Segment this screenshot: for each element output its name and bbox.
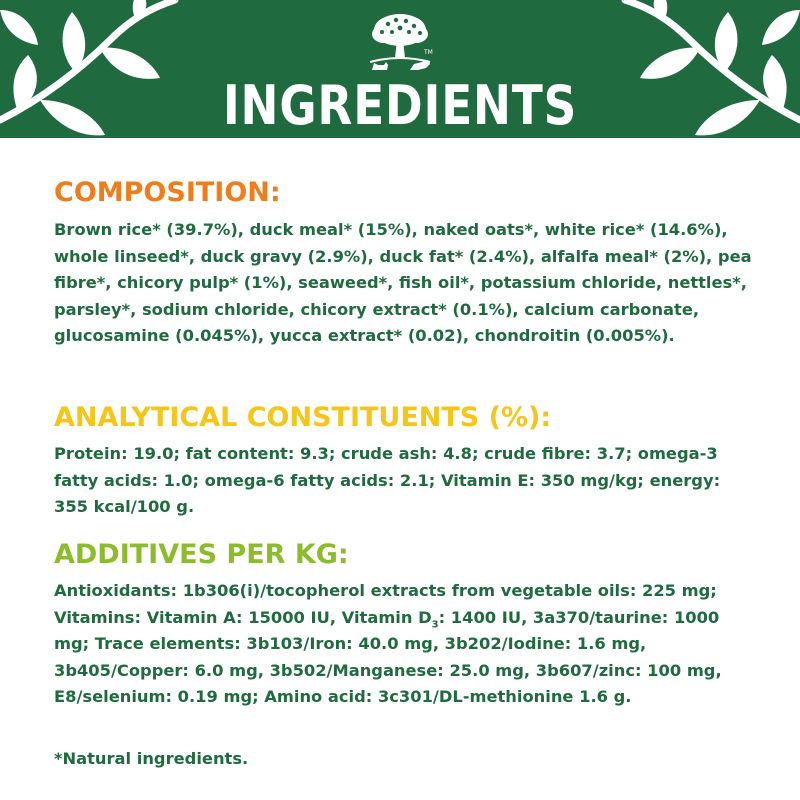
composition-heading: COMPOSITION: bbox=[54, 177, 281, 208]
additives-heading: ADDITIVES PER KG: bbox=[54, 539, 349, 570]
analytical-constituents-heading: ANALYTICAL CONSTITUENTS (%): bbox=[54, 402, 552, 433]
vitamin-d-subscript: 3 bbox=[431, 618, 439, 630]
page-title: INGREDIENTS bbox=[222, 74, 578, 137]
additives-text-part1: Antioxidants: 1b306(i)/tocopherol extracts from vegetable oils: 225 mg; Vitamins: Vitamin A: 15000 IU, Vitamin D bbox=[54, 581, 717, 627]
composition-text: Brown rice* (39.7%), duck meal* (15%), naked oats*, white rice* (14.6%), whole linseed*, duck gravy (2.9%), duck fat* (2.4%), alfalfa meal* (2%), pea fibre*, chicory pulp* (1%), seaweed*, fish oil*, potassium chloride, nettles*, parsley*, sodium chloride, chicory extract* (0.1%), calcium carbonate, glucosamine (0.045%), yucca extract* (0.02), chondroitin (0.005%). bbox=[54, 220, 752, 345]
trademark-symbol: TM bbox=[424, 49, 433, 56]
additives-text bbox=[54, 578, 754, 711]
analytical-constituents-text: Protein: 19.0; fat content: 9.3; crude ash: 4.8; crude fibre: 3.7; omega-3 fatty acids: 1.0; omega-6 fatty acids: 2.1; Vitamin E: 350 mg/kg; energy: 355 kcal/100 g. bbox=[54, 444, 721, 516]
footnote: *Natural ingredients. bbox=[54, 749, 249, 768]
tree-logo-icon bbox=[362, 10, 438, 76]
additives-text-part2: : 1400 IU, 3a370/taurine: 1000 mg; Trace elements: 3b103/Iron: 40.0 mg, 3b202/Iodine: 1.6 mg, 3b405/Copper: 6.0 mg, 3b502/Manganese: 25.0 mg, 3b607/zinc: 100 mg, E8/selenium: 0.19 mg; Amino acid: 3c301/DL-methionine 1.6 g. bbox=[54, 607, 722, 706]
header-banner bbox=[0, 0, 800, 138]
